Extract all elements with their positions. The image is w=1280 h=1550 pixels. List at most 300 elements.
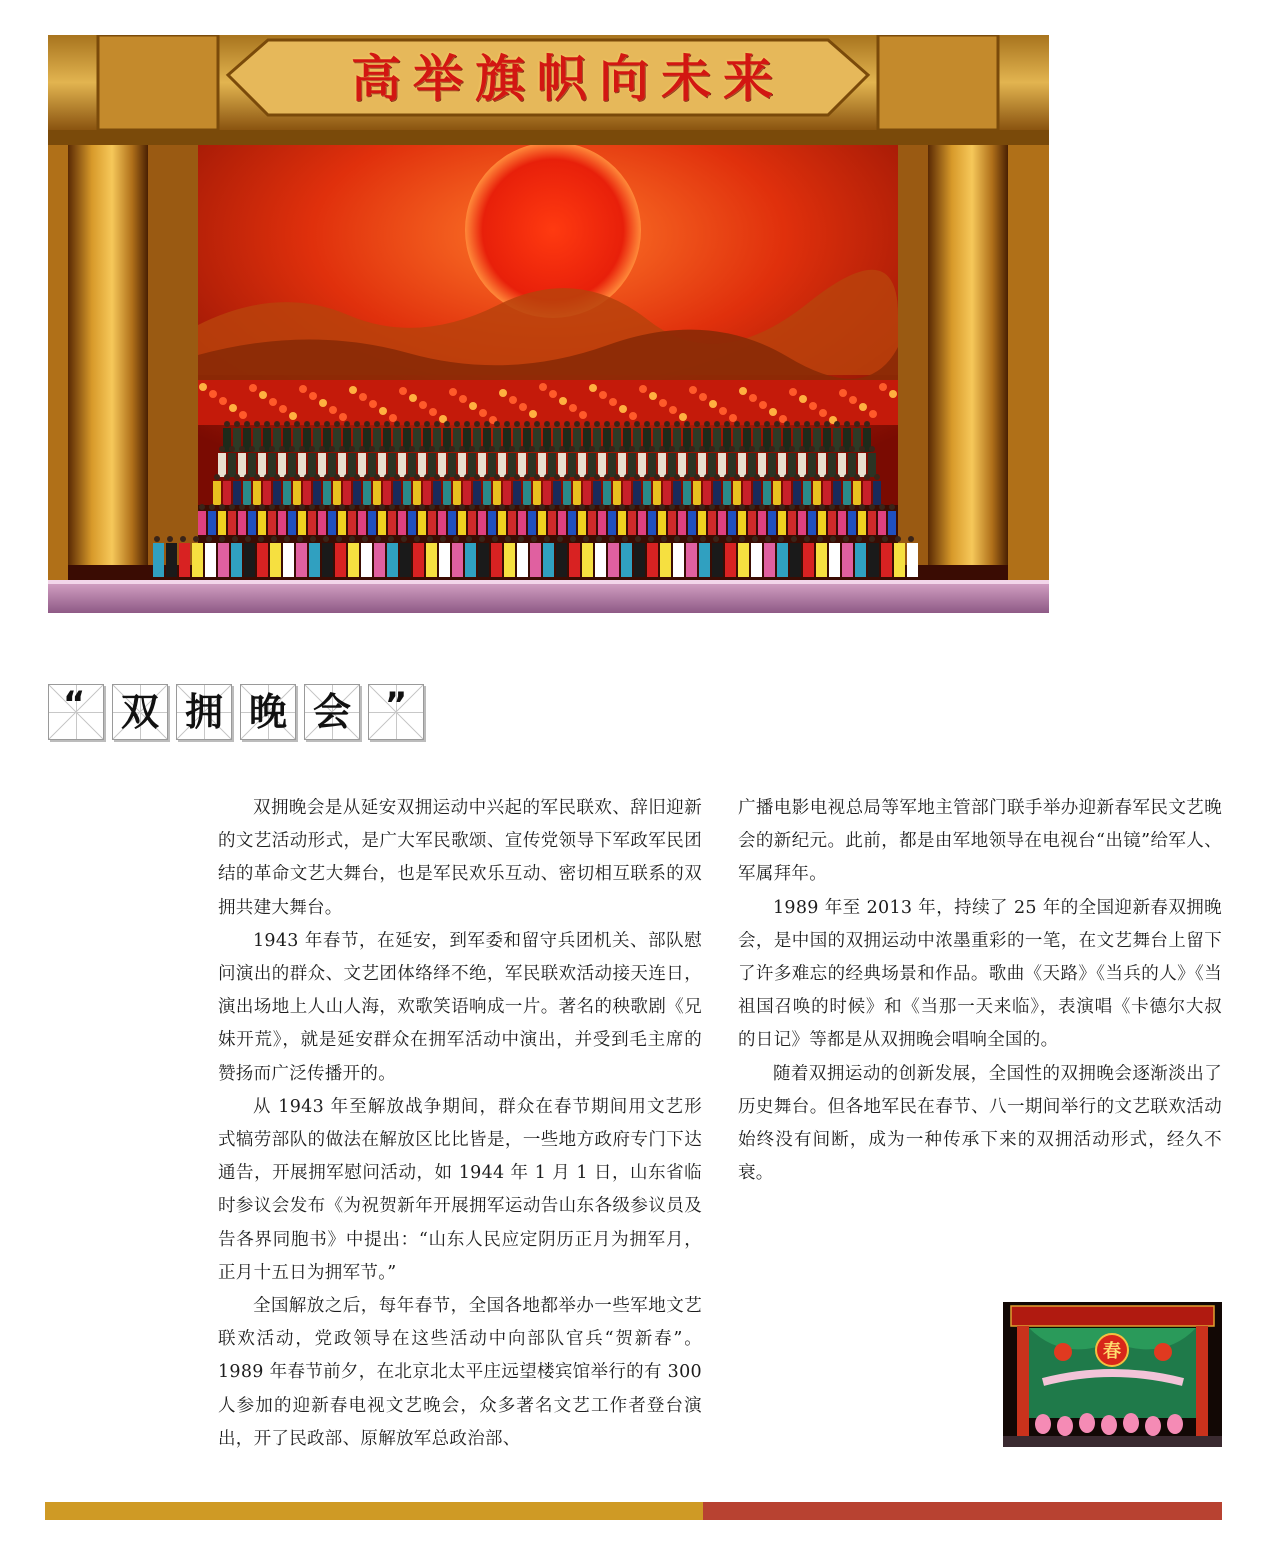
performer-body [621,543,632,577]
performer-head [199,504,205,510]
performer-body [387,543,398,577]
flower-dot [619,405,627,413]
performer-head [504,421,510,427]
performer-body [398,511,406,535]
performer-head [309,504,315,510]
performer-head [634,421,640,427]
flower-dot [449,388,457,396]
performer-body [309,543,320,577]
performer-head [264,421,270,427]
performer-head [369,504,375,510]
performer-body [758,511,766,535]
performer-head [514,474,520,480]
flower-dot [589,384,597,392]
flower-dot [649,392,657,400]
performer-head [388,536,394,542]
performer-body [829,543,840,577]
title-char: “ [63,684,86,724]
flower-dot [229,404,237,412]
flower-dot [309,392,317,400]
performer-body [658,511,666,535]
performer-body [257,543,268,577]
performer-body [634,543,645,577]
performer-body [703,481,711,505]
flower-dot [419,401,427,409]
flower-dot [699,393,707,401]
performer-head [499,504,505,510]
performer-body [413,543,424,577]
performer-head [274,421,280,427]
performer-head [229,504,235,510]
performer-head [334,421,340,427]
performer-head [474,474,480,480]
performer-body [373,481,381,505]
flower-dot [839,389,847,397]
performer-head [579,446,585,452]
performer-head [859,504,865,510]
performer-body [778,511,786,535]
performer-body [388,453,396,477]
performer-head [824,421,830,427]
performer-head [687,536,693,542]
performer-head [819,446,825,452]
performer-head [514,421,520,427]
performer-body [603,481,611,505]
performer-head [619,446,625,452]
performer-head [674,536,680,542]
performer-head [454,421,460,427]
performer-body [588,511,596,535]
performer-body [458,511,466,535]
performer-body [428,511,436,535]
performer-head [505,536,511,542]
performer-head [814,474,820,480]
flower-dot [639,385,647,393]
performer-body [838,511,846,535]
performer-body [578,511,586,535]
performer-body [868,511,876,535]
performer-head [224,421,230,427]
performer-head [635,536,641,542]
flower-dot [239,411,247,419]
performer-body [698,453,706,477]
performer-head [244,474,250,480]
performer-head [544,536,550,542]
performer-head [799,504,805,510]
flower-dot [769,408,777,416]
performer-head [634,474,640,480]
performer-head [424,474,430,480]
performer-head [809,446,815,452]
performer-body [393,481,401,505]
performer-body [433,481,441,505]
performer-body [374,543,385,577]
performer-body [788,453,796,477]
performer-head [289,446,295,452]
performer-head [234,474,240,480]
performer-head [719,446,725,452]
performer-body [293,481,301,505]
title-char: ” [384,685,408,725]
performer-head [219,504,225,510]
performer-head [269,446,275,452]
performer-head [504,474,510,480]
flower-dot [269,398,277,406]
performer-head [789,446,795,452]
performer-head [714,474,720,480]
performer-head [819,504,825,510]
performer-body [288,511,296,535]
performer-head [704,474,710,480]
performer-head [389,446,395,452]
flower-dot [749,394,757,402]
flower-dot [399,387,407,395]
performer-head [244,421,250,427]
performer-head [219,536,225,542]
performer-head [614,474,620,480]
flower-dot [459,395,467,403]
performer-head [649,504,655,510]
performer-head [324,421,330,427]
performer-head [769,504,775,510]
article-paragraph: 1943 年春节，在延安，到军委和留守兵团机关、部队慰问演出的群众、文艺团体络绎不绝，军民联欢活动接天连日，演出场地上人山人海，欢歌笑语响成一片。著名的秧歌剧《兄妹开荒》，就是延安群众在拥军活动中演出，并受到毛主席的赞扬而广泛传播开的。 [218,930,702,1084]
performer-head [769,446,775,452]
performer-body [213,481,221,505]
performer-head [529,446,535,452]
performer-body [553,481,561,505]
performer-head [524,421,530,427]
performer-body [688,511,696,535]
performer-head [719,504,725,510]
performer-head [429,446,435,452]
performer-head [804,474,810,480]
performer-body [793,481,801,505]
performer-body [333,481,341,505]
performer-head [699,504,705,510]
performer-head [206,536,212,542]
performer-body [328,511,336,535]
performer-body [838,453,846,477]
flower-dot [369,400,377,408]
performer-head [419,446,425,452]
performer-body [298,453,306,477]
performer-head [659,446,665,452]
performer-body [198,511,206,535]
performer-head [234,421,240,427]
title-cell [304,684,360,740]
performer-body [488,453,496,477]
performer-head [639,446,645,452]
performer-body [488,511,496,535]
performer-head [259,446,265,452]
performer-head [704,421,710,427]
performer-head [574,421,580,427]
performer-body [296,543,307,577]
performer-body [653,481,661,505]
performer-body [808,453,816,477]
performer-head [394,474,400,480]
performer-body [713,481,721,505]
performer-body [313,481,321,505]
performer-body [478,453,486,477]
flower-dot [869,410,877,418]
performer-head [324,474,330,480]
performer-body [764,543,775,577]
performer-head [557,536,563,542]
article-paragraph-continued: 广播电影电视总局等军地主管部门联手举办迎新春军民文艺晚会的新纪元。此前，都是由军地领导在电视台“出镜”给军人、军属拜年。 [738,798,1222,885]
performer-body [738,511,746,535]
performer-body [504,543,515,577]
performer-head [594,421,600,427]
performer-head [659,504,665,510]
flower-dot [579,411,587,419]
performer-body [263,481,271,505]
performer-head [224,474,230,480]
performer-head [531,536,537,542]
performer-body [833,481,841,505]
performer-body [368,453,376,477]
performer-body [478,543,489,577]
performer-body [753,481,761,505]
performer-body [322,543,333,577]
performer-head [258,536,264,542]
performer-head [492,536,498,542]
performer-head [464,421,470,427]
performer-head [214,474,220,480]
flower-dot [279,405,287,413]
performer-body [543,543,554,577]
performer-head [519,446,525,452]
performer-body [738,543,749,577]
performer-body [663,481,671,505]
performer-body [712,543,723,577]
performer-body [751,543,762,577]
performer-head [829,446,835,452]
performer-head [344,474,350,480]
performer-head [354,421,360,427]
performer-head [362,536,368,542]
performer-body [783,481,791,505]
performer-body [708,511,716,535]
performer-head [579,504,585,510]
performer-body [598,453,606,477]
performer-head [839,504,845,510]
performer-head [674,474,680,480]
performer-head [554,421,560,427]
performer-head [689,504,695,510]
performer-head [479,536,485,542]
performer-head [843,536,849,542]
performer-head [734,421,740,427]
performer-head [700,536,706,542]
performer-body [868,543,879,577]
performer-body [758,453,766,477]
performer-head [254,474,260,480]
flower-dot [209,390,217,398]
performer-head [744,474,750,480]
flower-dot [759,401,767,409]
performer-body [233,481,241,505]
performer-body [598,511,606,535]
performer-body [568,453,576,477]
performer-body [408,453,416,477]
performer-head [401,536,407,542]
hero-photo [48,35,1049,613]
performer-head [279,446,285,452]
performer-head [339,504,345,510]
performer-head [564,421,570,427]
performer-body [298,511,306,535]
performer-body [448,453,456,477]
performer-head [713,536,719,542]
performer-head [232,536,238,542]
performer-head [167,536,173,542]
performer-body [738,453,746,477]
performer-body [595,543,606,577]
performer-body [491,543,502,577]
performer-head [794,474,800,480]
performer-head [689,446,695,452]
performer-head [414,474,420,480]
performer-head [679,446,685,452]
performer-head [364,421,370,427]
performer-head [759,504,765,510]
performer-head [764,474,770,480]
performer-body [513,481,521,505]
performer-body [593,481,601,505]
performer-body [583,481,591,505]
performer-head [804,421,810,427]
performer-body [618,511,626,535]
performer-head [414,536,420,542]
flower-dot [809,402,817,410]
performer-body [578,453,586,477]
performer-body [723,481,731,505]
performer-head [404,421,410,427]
performer-head [694,421,700,427]
performer-head [539,446,545,452]
performer-head [764,421,770,427]
performer-head [804,536,810,542]
performer-head [709,504,715,510]
performer-head [484,421,490,427]
performer-body [808,511,816,535]
performer-body [608,453,616,477]
performer-body [563,481,571,505]
performer-head [474,421,480,427]
performer-body [258,511,266,535]
performer-head [469,446,475,452]
performer-body [873,481,881,505]
title-cell [240,684,296,740]
performer-head [439,446,445,452]
performer-body [878,511,886,535]
performer-head [399,446,405,452]
performer-head [319,446,325,452]
performer-head [544,421,550,427]
performer-head [269,504,275,510]
performer-head [384,474,390,480]
performer-body [278,453,286,477]
performer-body [458,453,466,477]
performer-body [398,453,406,477]
performer-head [239,504,245,510]
flower-dot [289,412,297,420]
performer-head [564,474,570,480]
performer-body [283,543,294,577]
performer-head [784,474,790,480]
flower-dot [599,391,607,399]
performer-body [828,511,836,535]
performer-head [559,446,565,452]
performer-body [678,511,686,535]
performer-body [728,453,736,477]
performer-body [498,453,506,477]
performer-head [644,474,650,480]
performer-body [323,481,331,505]
performer-body [798,453,806,477]
performer-head [709,446,715,452]
performer-head [440,536,446,542]
flower-dot [529,410,537,418]
stage-chorus-photo [48,35,1049,613]
performer-body [881,543,892,577]
performer-body [378,453,386,477]
performer-head [648,536,654,542]
performer-head [297,536,303,542]
performer-head [849,446,855,452]
performer-head [694,474,700,480]
performer-body [218,511,226,535]
performer-head [294,421,300,427]
flower-dot [469,402,477,410]
performer-body [608,511,616,535]
performer-body [223,481,231,505]
flower-dot [669,406,677,414]
title-char: 拥 [184,690,223,734]
performer-body [798,511,806,535]
performer-head [466,536,472,542]
performer-head [669,504,675,510]
performer-body [773,481,781,505]
performer-head [589,446,595,452]
performer-body [693,481,701,505]
performer-head [429,504,435,510]
small-photo-stage-text: 春 [1103,1341,1121,1362]
performer-head [794,421,800,427]
performer-head [869,504,875,510]
performer-head [889,504,895,510]
footer-bar-gold [45,1502,703,1520]
performer-body [569,543,580,577]
performer-head [294,474,300,480]
performer-head [574,474,580,480]
performer-head [444,474,450,480]
article-paragraph: 全国解放之后，每年春节，全国各地都举办一些军地文艺联欢活动，党政领导在这些活动中向部队官兵“贺新春”。1989 年春节前夕，在北京北太平庄远望楼宾馆举行的有 300 人参加的迎新春电视文艺晚会，众多著名文艺工作者登台演出，开了民政部、原解放军总政治部、 [218,1296,702,1449]
performer-head [664,474,670,480]
performer-head [584,421,590,427]
spring-festival-stage-photo [1003,1302,1222,1447]
article-paragraph: 随着双拥运动的创新发展，全国性的双拥晚会逐渐淡出了历史舞台。但各地军民在春节、八一期间举行的文艺联欢活动始终没有间断，成为一种传承下来的双拥活动形式，经久不衰。 [738,1063,1222,1184]
performer-body [473,481,481,505]
section-title [48,684,424,744]
performer-body [828,453,836,477]
performer-head [374,474,380,480]
performer-head [817,536,823,542]
performer-body [383,481,391,505]
performer-head [856,536,862,542]
performer-head [814,421,820,427]
